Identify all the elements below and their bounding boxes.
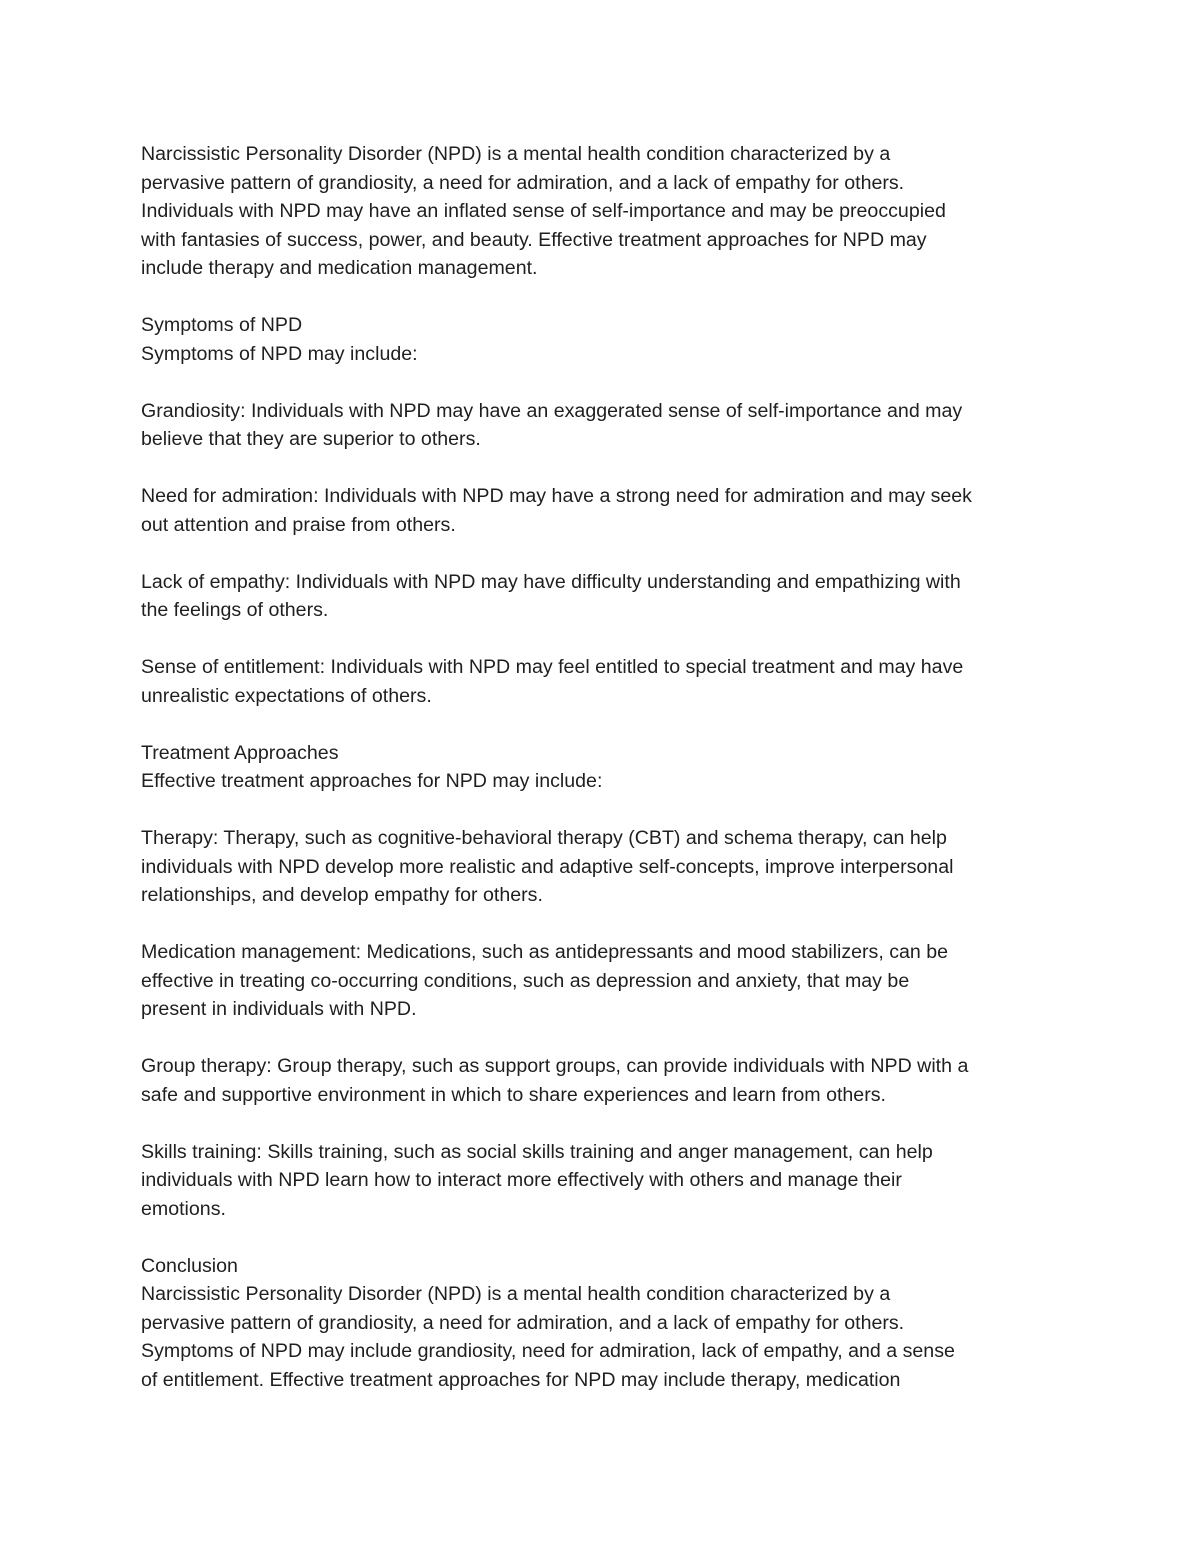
- text-line: out attention and praise from others.: [141, 513, 456, 536]
- paragraph-gap: [141, 796, 1071, 825]
- text-line: believe that they are superior to others.: [141, 428, 481, 450]
- text-line: Sense of entitlement: Individuals with NPD may feel entitled to special treatment and may have: [141, 656, 964, 678]
- text-line: Grandiosity: Individuals with NPD may have an exaggerated sense of self-importance and may: [141, 399, 963, 422]
- conclusion-section: [141, 1252, 1071, 1395]
- text-line: relationships, and develop empathy for others.: [141, 884, 543, 906]
- text-line: safe and supportive environment in which to share experiences and learn from others.: [141, 1083, 886, 1106]
- paragraph-gap: [141, 283, 1071, 312]
- text-line: Narcissistic Personality Disorder (NPD) is a mental health condition characterized by a: [141, 143, 891, 165]
- paragraph-gap: [141, 539, 1071, 568]
- text-line: effective in treating co-occurring conditions, such as depression and anxiety, that may be: [141, 969, 910, 992]
- text-line: of entitlement. Effective treatment approaches for NPD may include therapy, medication: [141, 1368, 901, 1391]
- symptom-grandiosity: [141, 397, 1071, 454]
- symptom-entitlement: [141, 653, 1071, 710]
- text-line: emotions.: [141, 1197, 226, 1220]
- text-line: include therapy and medication management.: [141, 257, 538, 279]
- text-line: Medication management: Medications, such as antidepressants and mood stabilizers, can be: [141, 941, 949, 963]
- text-line: pervasive pattern of grandiosity, a need for admiration, and a lack of empathy for others.: [141, 171, 905, 194]
- text-line: Narcissistic Personality Disorder (NPD) is a mental health condition characterized by a: [141, 1283, 891, 1305]
- treatment-skills-training: [141, 1138, 1071, 1224]
- text-line: unrealistic expectations of others.: [141, 684, 432, 707]
- text-line: Individuals with NPD may have an inflated sense of self-importance and may be preoccupied: [141, 200, 946, 222]
- document-body: [141, 140, 1071, 1394]
- text-line: pervasive pattern of grandiosity, a need for admiration, and a lack of empathy for others.: [141, 1311, 905, 1334]
- text-line: Group therapy: Group therapy, such as support groups, can provide individuals with NPD with a: [141, 1055, 969, 1077]
- text-line: with fantasies of success, power, and beauty. Effective treatment approaches for NPD may: [141, 228, 927, 251]
- text-line: Skills training: Skills training, such as social skills training and anger management, can help: [141, 1140, 933, 1163]
- text-line: Therapy: Therapy, such as cognitive-behavioral therapy (CBT) and schema therapy, can help: [141, 827, 947, 849]
- treatment-medication: [141, 938, 1071, 1024]
- text-line: Need for admiration: Individuals with NPD may have a strong need for admiration and may seek: [141, 485, 972, 507]
- treatment-heading: Treatment Approaches: [141, 741, 339, 764]
- paragraph-gap: [141, 1024, 1071, 1053]
- text-line: individuals with NPD learn how to interact more effectively with others and manage their: [141, 1169, 902, 1191]
- symptom-lack-of-empathy: [141, 568, 1071, 625]
- symptoms-lead: Symptoms of NPD may include:: [141, 342, 418, 365]
- text-line: the feelings of others.: [141, 599, 329, 621]
- treatment-lead: Effective treatment approaches for NPD may include:: [141, 770, 603, 792]
- text-line: Lack of empathy: Individuals with NPD may have difficulty understanding and empathizing with: [141, 570, 961, 593]
- paragraph-gap: [141, 368, 1071, 397]
- paragraph-gap: [141, 1109, 1071, 1138]
- paragraph-gap: [141, 710, 1071, 739]
- treatment-section: [141, 739, 1071, 1224]
- treatment-therapy: [141, 824, 1071, 910]
- text-line: present in individuals with NPD.: [141, 998, 417, 1020]
- conclusion-heading: Conclusion: [141, 1254, 238, 1277]
- paragraph-gap: [141, 625, 1071, 654]
- symptoms-heading: Symptoms of NPD: [141, 314, 303, 336]
- paragraph-gap: [141, 1223, 1071, 1252]
- treatment-group-therapy: [141, 1052, 1071, 1109]
- text-line: Symptoms of NPD may include grandiosity, need for admiration, lack of empathy, and a sense: [141, 1340, 955, 1362]
- symptoms-section: [141, 311, 1071, 710]
- text-line: individuals with NPD develop more realistic and adaptive self-concepts, improve interpersonal: [141, 855, 954, 878]
- symptom-need-for-admiration: [141, 482, 1071, 539]
- intro-paragraph: [141, 140, 1071, 283]
- paragraph-gap: [141, 910, 1071, 939]
- paragraph-gap: [141, 454, 1071, 483]
